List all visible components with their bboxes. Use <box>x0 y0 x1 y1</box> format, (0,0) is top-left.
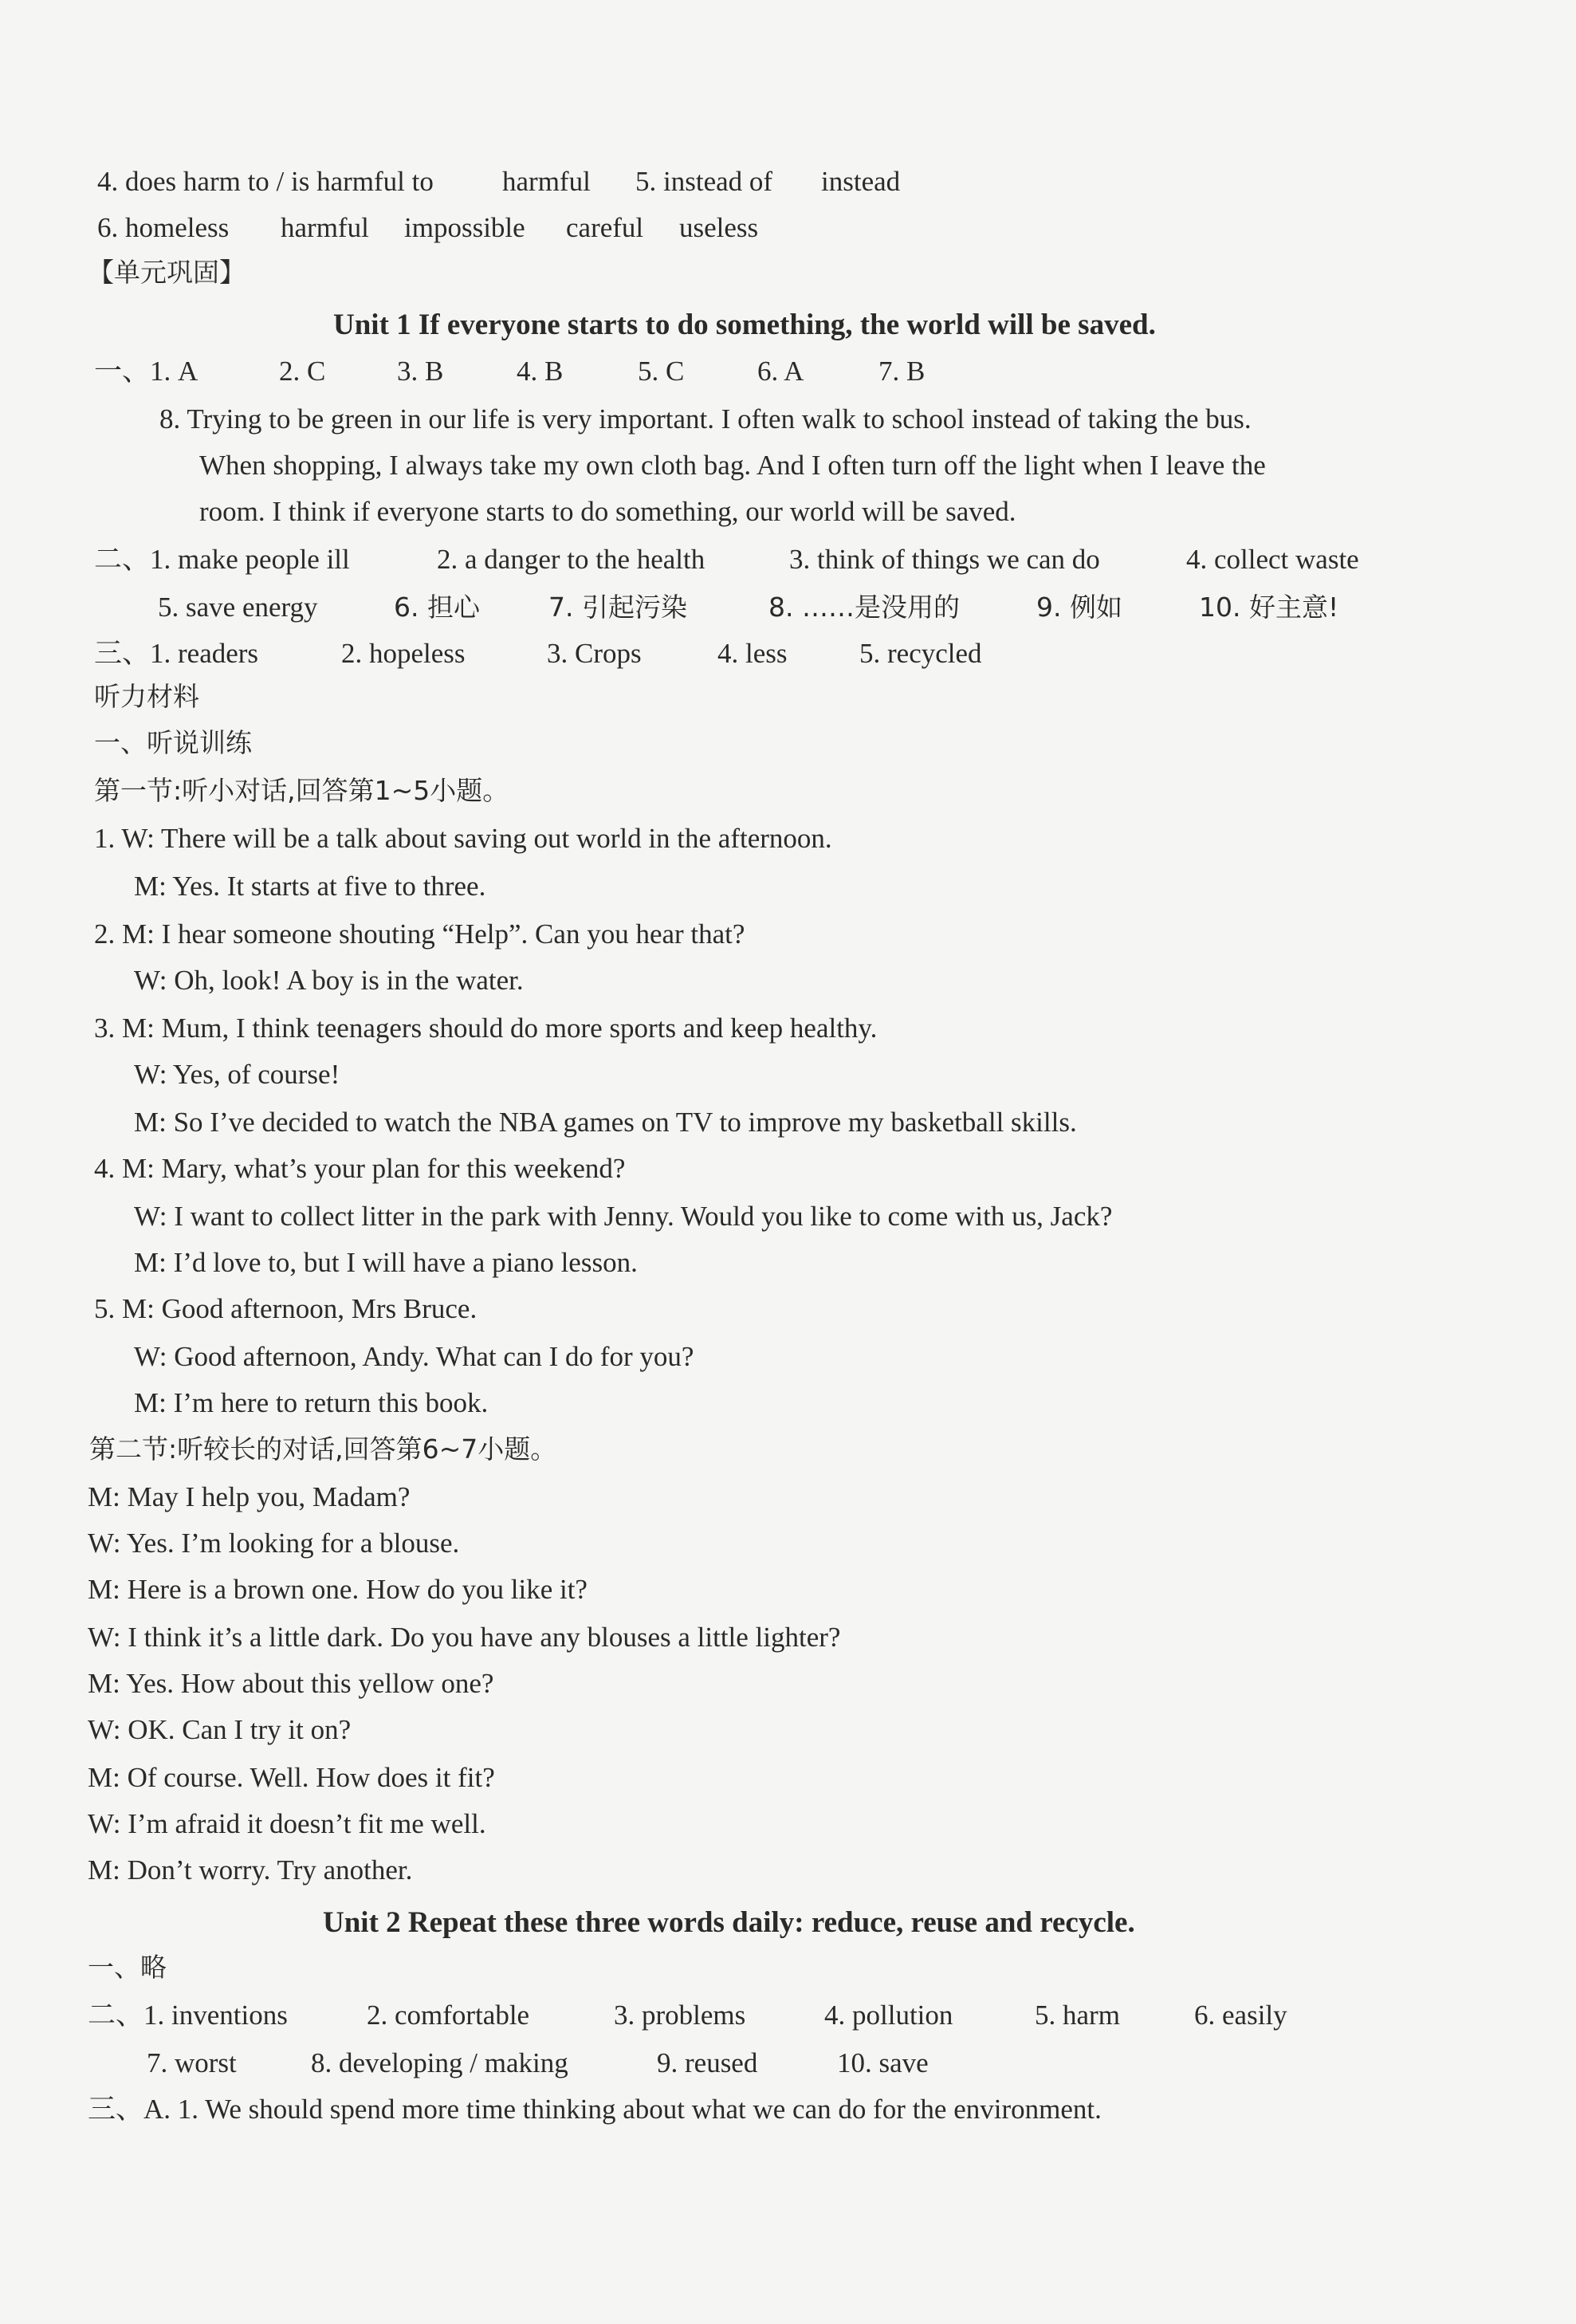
answer-item: 7. worst <box>147 2047 237 2078</box>
dialogue-line: W: I want to collect litter in the park with Jenny. Would you like to come with us, Jack? <box>134 1201 1113 1232</box>
answer-item: impossible <box>404 212 525 243</box>
dialogue-line: M: Don’t worry. Try another. <box>88 1854 413 1886</box>
answer-item: 3. Crops <box>547 638 642 669</box>
dialogue-line: M: Yes. How about this yellow one? <box>88 1668 494 1699</box>
dialogue-line: M: Here is a brown one. How do you like it? <box>88 1574 588 1605</box>
dialogue-line: 5. M: Good afternoon, Mrs Bruce. <box>94 1293 478 1324</box>
dialogue-line: W: Good afternoon, Andy. What can I do for you? <box>134 1341 694 1372</box>
answer-item: 2. hopeless <box>341 638 466 669</box>
answer-item: 9. reused <box>657 2047 758 2078</box>
answer-item: 5. save energy <box>158 592 318 623</box>
listening-subtitle: 一、听说训练 <box>94 727 252 758</box>
answer-item: 4. does harm to / is harmful to <box>97 166 434 197</box>
dialogue-line: 4. M: Mary, what’s your plan for this weekend? <box>94 1153 626 1184</box>
answer-item: 二、1. make people ill <box>94 544 350 575</box>
section2-title: 第二节:听较长的对话,回答第6~7小题。 <box>89 1433 557 1465</box>
answer-item: 7. B <box>878 356 926 387</box>
unit1-title: Unit 1 If everyone starts to do something, the world will be saved. <box>333 309 1156 341</box>
dialogue-line: W: Oh, look! A boy is in the water. <box>134 965 524 996</box>
answer-item: 4. collect waste <box>1186 544 1359 575</box>
dialogue-line: W: I’m afraid it doesn’t fit me well. <box>88 1808 486 1839</box>
answer-item: 3. B <box>397 356 444 387</box>
answer-item: 4. less <box>717 638 788 669</box>
answer-item: 5. instead of <box>635 166 773 197</box>
answer-item: 4. B <box>517 356 564 387</box>
answer-item: 7. 引起污染 <box>548 592 687 623</box>
answer-item: 2. comfortable <box>367 2000 530 2031</box>
dialogue-line: M: May I help you, Madam? <box>88 1481 411 1512</box>
answer-item: 2. a danger to the health <box>437 544 705 575</box>
answer-item: 一、1. A <box>94 356 198 387</box>
dialogue-line: M: I’d love to, but I will have a piano lesson. <box>134 1247 638 1278</box>
answer-item: 2. C <box>279 356 326 387</box>
answer-item: careful <box>566 212 644 243</box>
answer-item: 3. think of things we can do <box>789 544 1100 575</box>
dialogue-line: M: Of course. Well. How does it fit? <box>88 1762 495 1793</box>
section1-title: 第一节:听小对话,回答第1~5小题。 <box>94 775 509 806</box>
unit2-title: Unit 2 Repeat these three words daily: reduce, reuse and recycle. <box>323 1906 1135 1939</box>
answer-item: 9. 例如 <box>1036 592 1122 623</box>
dialogue-line: W: OK. Can I try it on? <box>88 1714 352 1745</box>
answer-item: harmful <box>502 166 591 197</box>
section-title: 【单元巩固】 <box>88 257 246 288</box>
unit2-part1: 一、略 <box>88 1952 167 1983</box>
dialogue-line: 3. M: Mum, I think teenagers should do more sports and keep healthy. <box>94 1013 878 1044</box>
dialogue-line: W: I think it’s a little dark. Do you have any blouses a little lighter? <box>88 1622 841 1653</box>
dialogue-line: M: So I’ve decided to watch the NBA games on TV to improve my basketball skills. <box>134 1107 1077 1138</box>
dialogue-line: W: Yes. I’m looking for a blouse. <box>88 1528 460 1559</box>
answer-item: 5. harm <box>1035 2000 1120 2031</box>
answer-item: 5. C <box>638 356 685 387</box>
answer-item: 10. 好主意! <box>1199 592 1339 623</box>
answer-item: 三、1. readers <box>94 638 259 669</box>
answer-item: 5. recycled <box>859 638 982 669</box>
answer-item: 4. pollution <box>824 2000 953 2031</box>
answer-item: 6. A <box>757 356 804 387</box>
answer-item: instead <box>821 166 901 197</box>
listening-title: 听力材料 <box>94 681 199 712</box>
answer-item: 二、1. inventions <box>88 2000 288 2031</box>
dialogue-line: M: I’m here to return this book. <box>134 1387 489 1418</box>
dialogue-line: W: Yes, of course! <box>134 1059 340 1090</box>
answer-item: harmful <box>281 212 369 243</box>
answer-item: useless <box>679 212 759 243</box>
answer-item: 3. problems <box>614 2000 746 2031</box>
q8-line-2: When shopping, I always take my own cloth bag. And I often turn off the light when I leave the <box>199 450 1266 481</box>
dialogue-line: 2. M: I hear someone shouting “Help”. Can you hear that? <box>94 918 745 950</box>
q8-line-1: 8. Trying to be green in our life is very important. I often walk to school instead of taking the bus. <box>159 403 1252 435</box>
answer-item: 6. easily <box>1194 2000 1287 2031</box>
answer-item: 8. developing / making <box>311 2047 568 2078</box>
answer-item: 8. ……是没用的 <box>768 592 960 623</box>
dialogue-line: 1. W: There will be a talk about saving out world in the afternoon. <box>94 823 832 854</box>
q8-line-3: room. I think if everyone starts to do something, our world will be saved. <box>199 496 1016 527</box>
unit2-part3-a1: 三、A. 1. We should spend more time thinking about what we can do for the environment. <box>88 2094 1102 2125</box>
dialogue-line: M: Yes. It starts at five to three. <box>134 871 486 902</box>
answer-item: 10. save <box>837 2047 929 2078</box>
answer-item: 6. homeless <box>97 212 230 243</box>
answer-item: 6. 担心 <box>394 592 480 623</box>
